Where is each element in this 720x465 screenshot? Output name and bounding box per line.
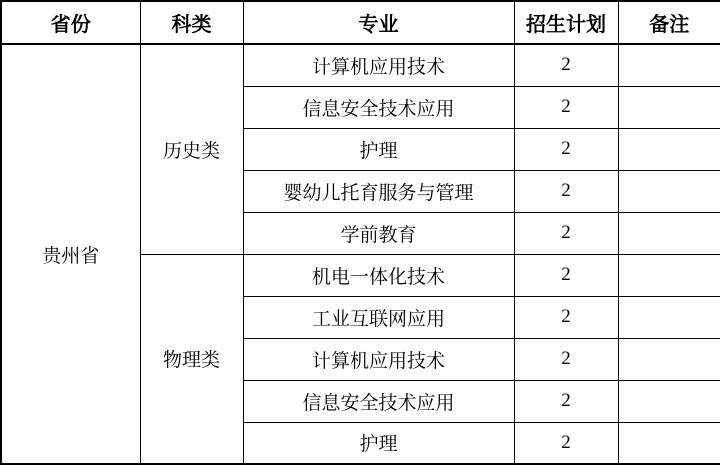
header-category: 科类 [140, 1, 243, 44]
category-cell-history: 历史类 [140, 44, 243, 254]
note-cell [618, 338, 720, 380]
major-cell: 信息安全技术应用 [243, 86, 514, 128]
plan-cell: 2 [514, 296, 618, 338]
note-cell [618, 212, 720, 254]
header-note: 备注 [618, 1, 720, 44]
major-cell: 学前教育 [243, 212, 514, 254]
plan-cell: 2 [514, 86, 618, 128]
plan-cell: 2 [514, 128, 618, 170]
major-cell: 护理 [243, 128, 514, 170]
header-province: 省份 [1, 1, 140, 44]
note-cell [618, 422, 720, 464]
major-cell: 护理 [243, 422, 514, 464]
major-cell: 计算机应用技术 [243, 44, 514, 86]
plan-cell: 2 [514, 422, 618, 464]
note-cell [618, 380, 720, 422]
header-row [1, 1, 720, 44]
plan-cell: 2 [514, 338, 618, 380]
note-cell [618, 296, 720, 338]
note-cell [618, 44, 720, 86]
note-cell [618, 86, 720, 128]
note-cell [618, 128, 720, 170]
header-plan: 招生计划 [514, 1, 618, 44]
plan-cell: 2 [514, 380, 618, 422]
major-cell: 计算机应用技术 [243, 338, 514, 380]
major-cell: 机电一体化技术 [243, 254, 514, 296]
note-cell [618, 254, 720, 296]
plan-cell: 2 [514, 212, 618, 254]
major-cell: 婴幼儿托育服务与管理 [243, 170, 514, 212]
category-cell-physics: 物理类 [140, 254, 243, 464]
header-major: 专业 [243, 1, 514, 44]
province-cell: 贵州省 [1, 44, 140, 464]
plan-cell: 2 [514, 44, 618, 86]
plan-cell: 2 [514, 254, 618, 296]
table-row [1, 44, 720, 86]
plan-cell: 2 [514, 170, 618, 212]
major-cell: 信息安全技术应用 [243, 380, 514, 422]
major-cell: 工业互联网应用 [243, 296, 514, 338]
note-cell [618, 170, 720, 212]
